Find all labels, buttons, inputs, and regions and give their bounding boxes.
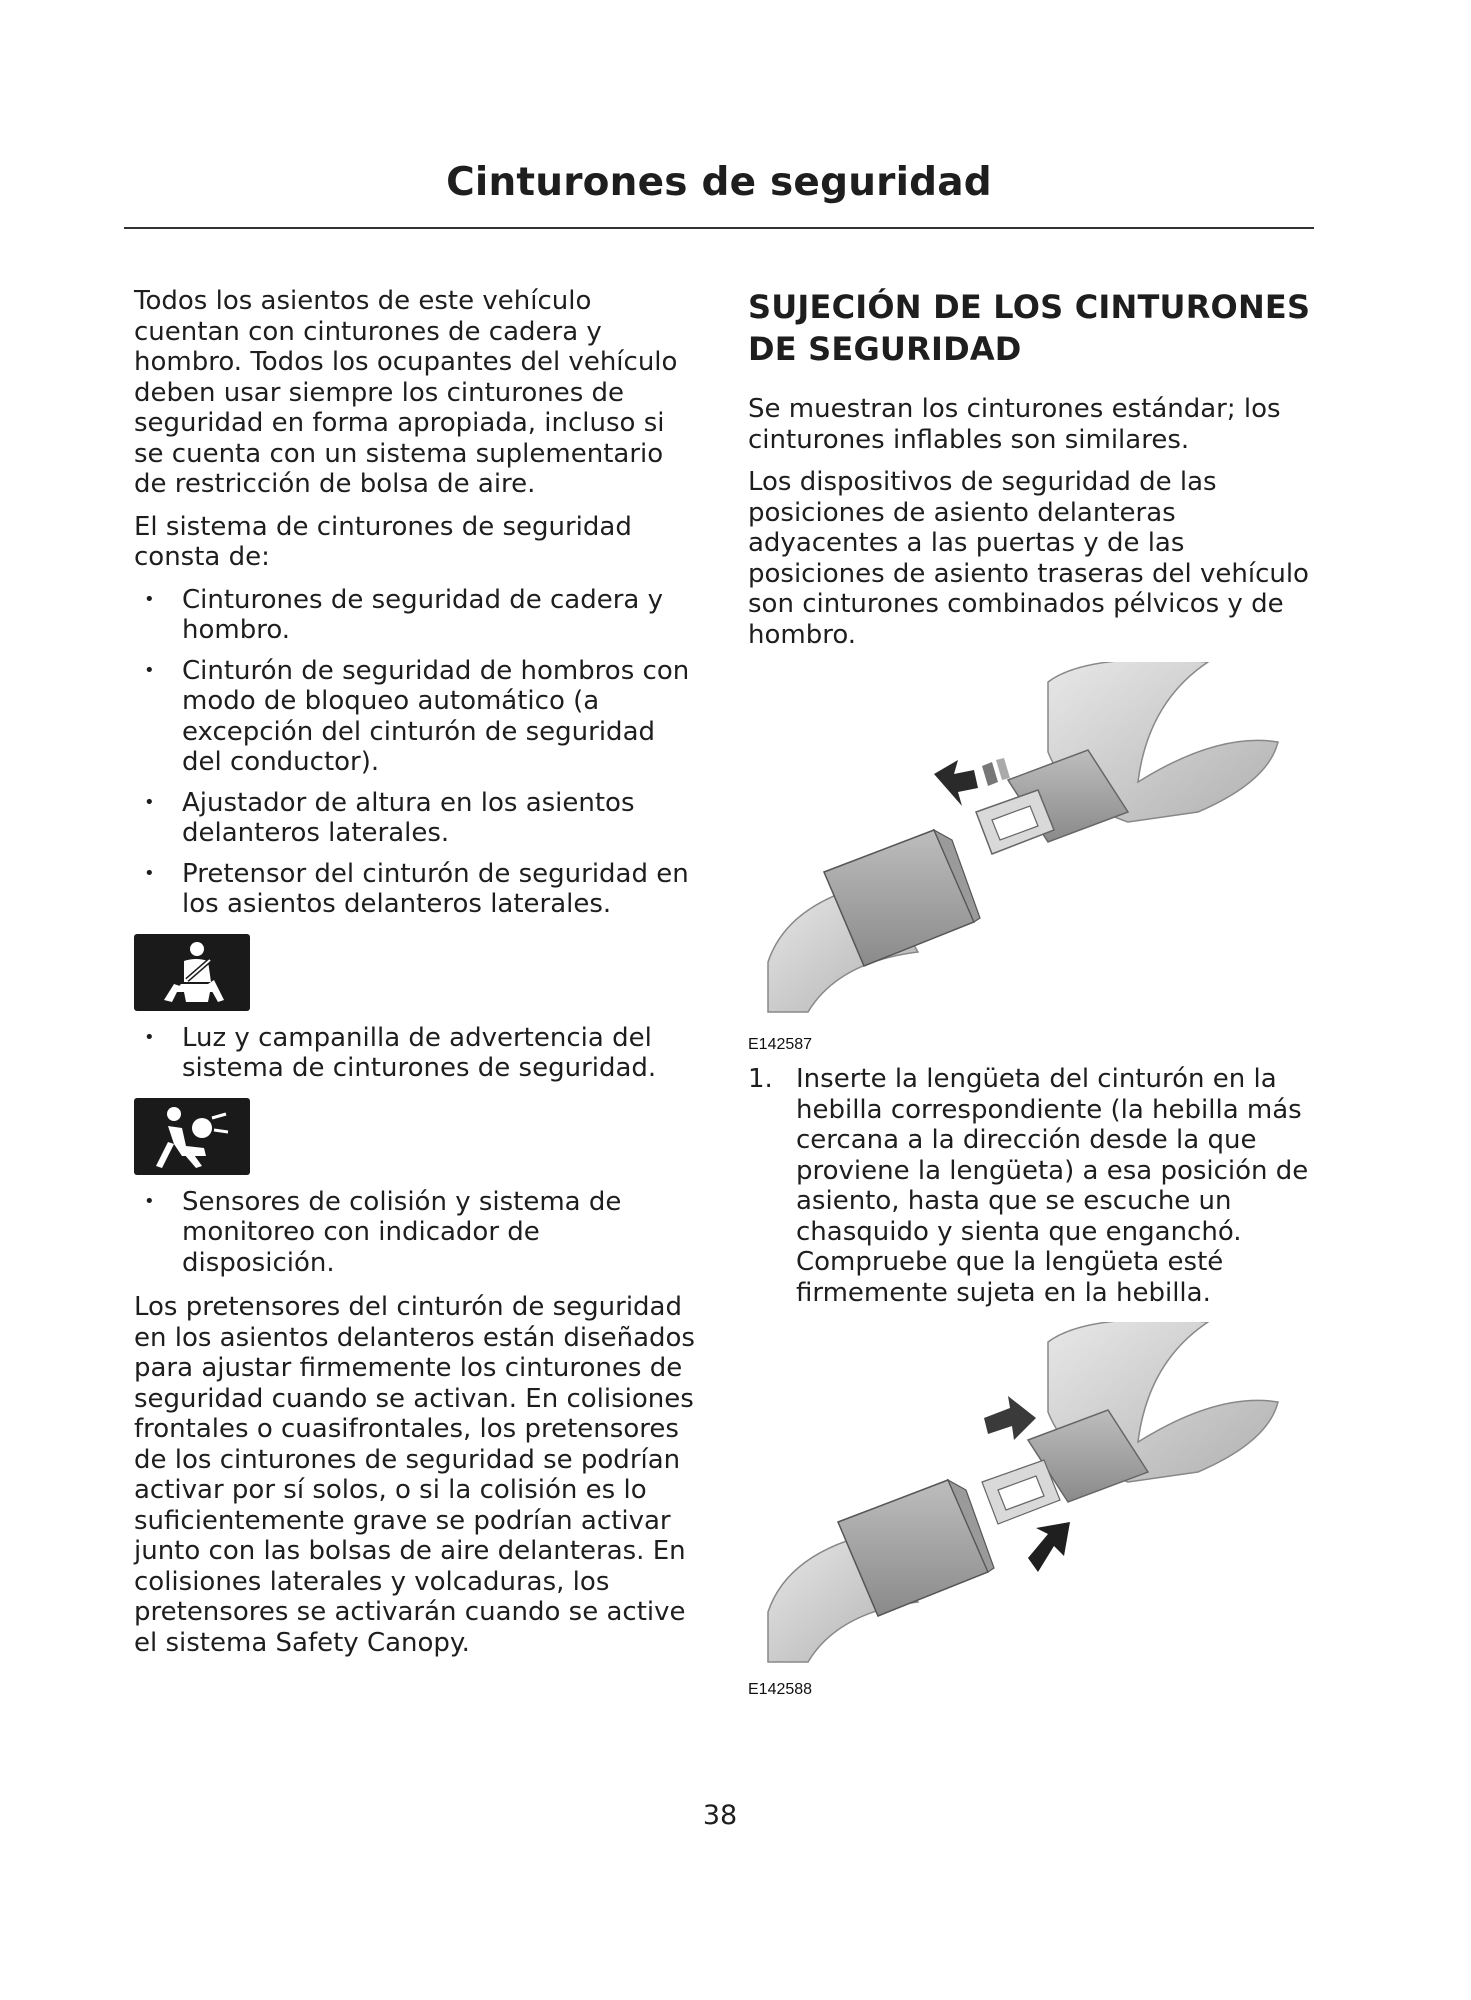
paragraph-standard-belts: Se muestran los cinturones estándar; los cinturones inflables son similares. xyxy=(748,394,1281,455)
pretensioner-paragraph: Los pretensores del cinturón de seguridad en los asientos delanteros están diseñados para ajustar firmemente los cinturones de seguridad cuando se activan. En colisiones frontales o cuasifrontales, los pretensores de los cinturones de seguridad se podrían activar por sí solos, o si la colisión es lo suficientemente grave se podrían activar junto con las bolsas de aire delanteras. En colisiones laterales y volcaduras, los pretensores se activarán cuando se active el sistema Safety Canopy. xyxy=(134,1292,695,1658)
intro-paragraph: Todos los asientos de este vehículo cuentan con cinturones de cadera y hombro. Todos los ocupantes del vehículo deben usar siempre los cinturones de seguridad en forma apropiada, incluso si se cuenta con un sistema suplementario de restricción de bolsa de aire. xyxy=(134,286,678,499)
title-divider xyxy=(124,227,1314,229)
list-item: • Ajustador de altura en los asientos delanteros laterales. xyxy=(134,788,699,849)
system-components-list xyxy=(134,585,699,920)
list-item: • Cinturón de seguridad de hombros con modo de bloqueo automático (a excepción del cinturón de seguridad del conductor). xyxy=(134,656,699,778)
buckle-latch-illustration xyxy=(748,1322,1322,1677)
figure-label: E142587 xyxy=(748,1036,813,1053)
seatbelt-warning-icon xyxy=(134,934,250,1011)
buckle-figure-2 xyxy=(748,1322,1322,1699)
section-heading: SUJECIÓN DE LOS CINTURONES DE SEGURIDAD xyxy=(748,288,1311,368)
list-item: • Luz y campanilla de advertencia del sistema de cinturones de seguridad. xyxy=(134,1023,699,1084)
right-column xyxy=(748,286,1322,1699)
steps-list xyxy=(748,1064,1322,1308)
page-title: Cinturones de seguridad xyxy=(446,160,992,205)
figure-label: E142588 xyxy=(748,1681,813,1698)
left-column xyxy=(134,286,699,1670)
paragraph-belt-types: Los dispositivos de seguridad de las posiciones de asiento delanteras adyacentes a las puertas y de las posiciones de asiento traseras del vehículo son cinturones combinados pélvicos y de hombro. xyxy=(748,467,1309,650)
step-number: 1. xyxy=(748,1064,773,1094)
page-number: 38 xyxy=(702,1800,738,1831)
list-item: • Sensores de colisión y sistema de monitoreo con indicador de disposición. xyxy=(134,1187,699,1279)
warning-light-list xyxy=(134,1023,699,1084)
list-item xyxy=(748,1064,1322,1308)
system-intro: El sistema de cinturones de seguridad consta de: xyxy=(134,511,632,572)
list-item: • Pretensor del cinturón de seguridad en los asientos delanteros laterales. xyxy=(134,859,699,920)
airbag-sensor-icon xyxy=(134,1098,250,1175)
buckle-figure-1 xyxy=(748,662,1322,1054)
buckle-insert-illustration xyxy=(748,662,1322,1032)
step-text: Inserte la lengüeta del cinturón en la hebilla correspondiente (la hebilla más cercana a la dirección desde la que proviene la lengüeta) a esa posición de asiento, hasta que se escuche un chasquido y sienta que enganchó. Compruebe que la lengüeta esté firmemente sujeta en la hebilla. xyxy=(796,1064,1309,1308)
collision-sensor-list xyxy=(134,1187,699,1279)
list-item: • Cinturones de seguridad de cadera y hombro. xyxy=(134,585,699,646)
